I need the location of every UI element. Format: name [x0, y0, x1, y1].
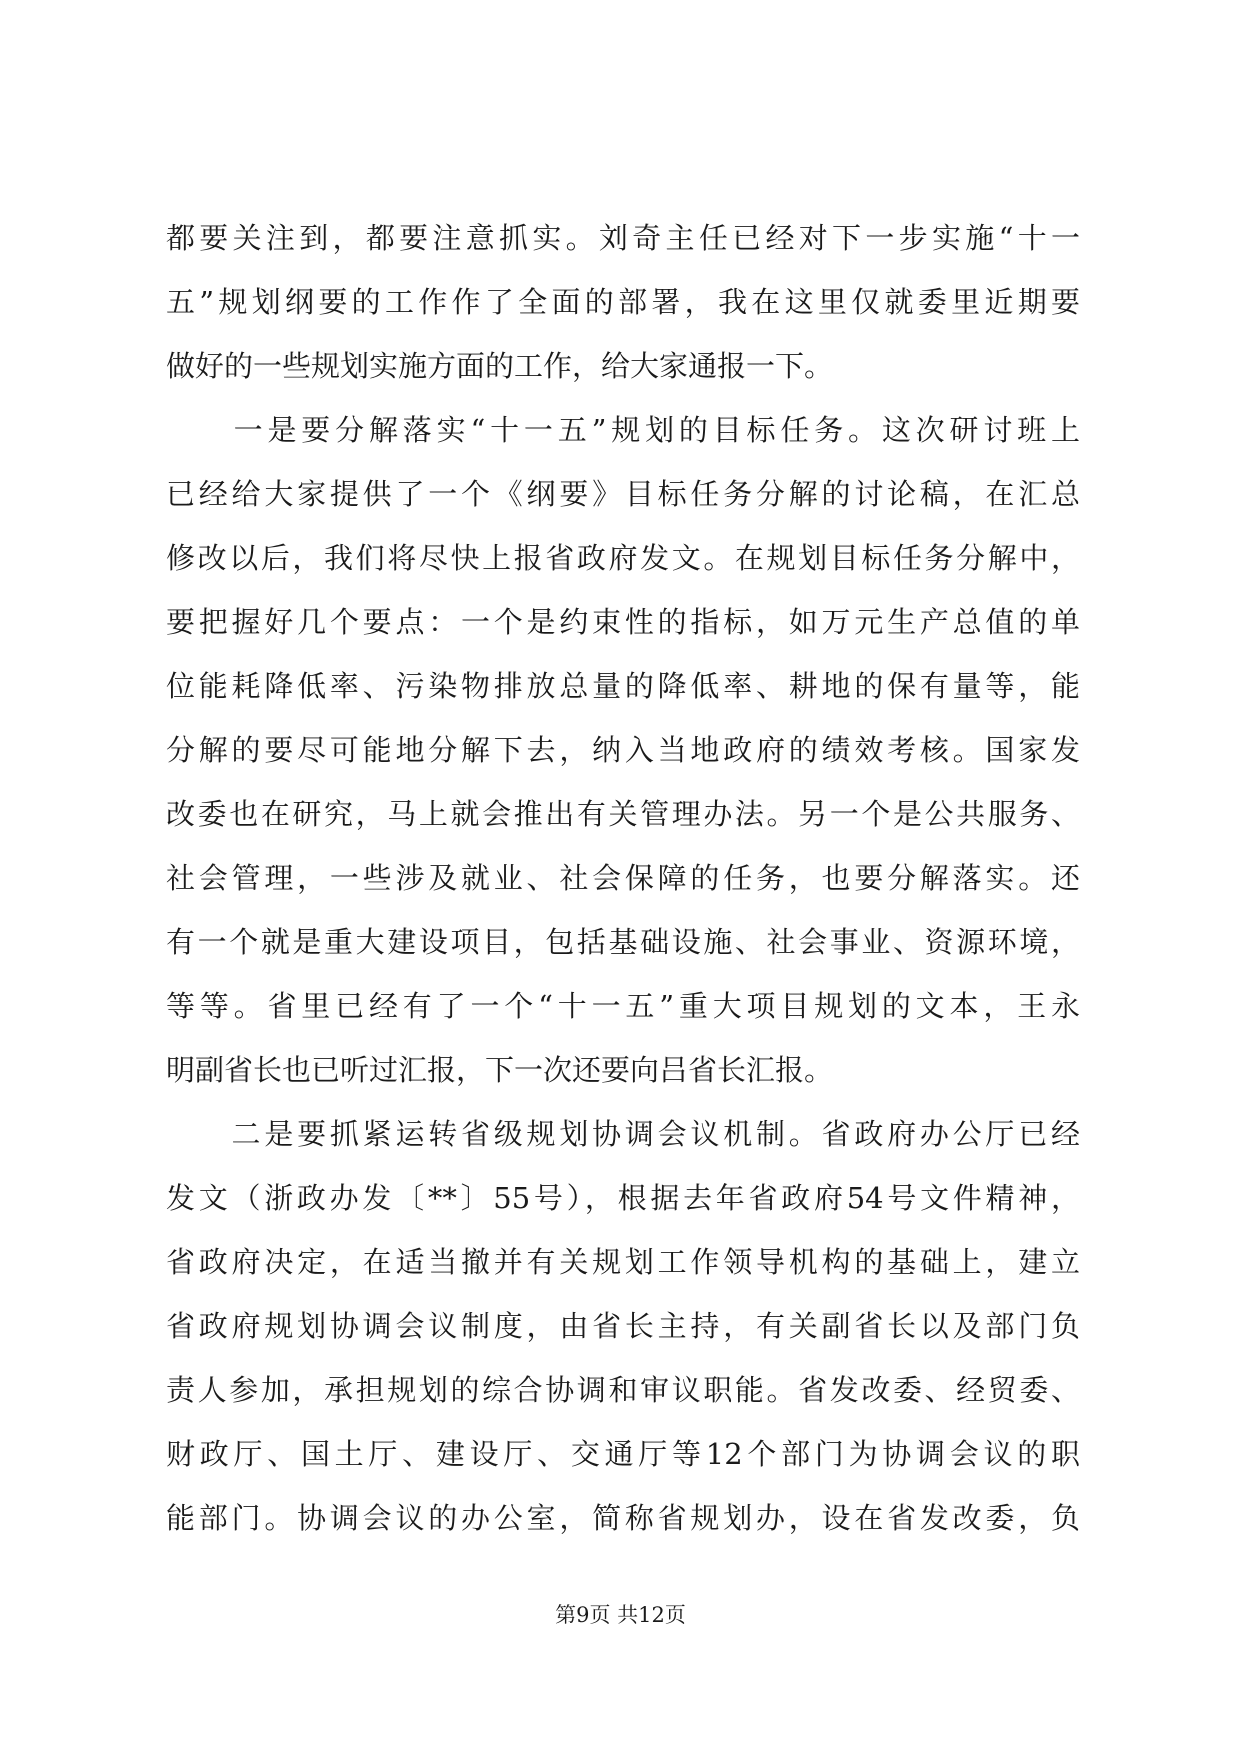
body-text: [166, 206, 1080, 1550]
text-line: 改委也在研究，马上就会推出有关管理办法。另一个是公共服务、: [166, 797, 1080, 831]
text-line: 省政府决定，在适当撤并有关规划工作领导机构的基础上，建立: [166, 1245, 1080, 1279]
text-line: 都要关注到，都要注意抓实。刘奇主任已经对下一步实施“十一: [166, 221, 1080, 255]
text-line: 有一个就是重大建设项目，包括基础设施、社会事业、资源环境，: [166, 925, 1080, 959]
text-line: 省政府规划协调会议制度，由省长主持，有关副省长以及部门负: [166, 1309, 1080, 1343]
text-line: 已经给大家提供了一个《纲要》目标任务分解的讨论稿，在汇总: [166, 477, 1080, 511]
text-line: 社会管理，一些涉及就业、社会保障的任务，也要分解落实。还: [166, 861, 1080, 895]
text-line: 能部门。协调会议的办公室，简称省规划办，设在省发改委，负: [166, 1501, 1080, 1535]
text-line: 二是要抓紧运转省级规划协调会议机制。省政府办公厅已经: [166, 1117, 1080, 1151]
text-line: 分解的要尽可能地分解下去，纳入当地政府的绩效考核。国家发: [166, 733, 1080, 767]
text-line: 五”规划纲要的工作作了全面的部署，我在这里仅就委里近期要: [166, 285, 1080, 319]
page-number: 第9页 共12页: [555, 1603, 686, 1627]
text-line: 一是要分解落实“十一五”规划的目标任务。这次研讨班上: [166, 413, 1080, 447]
text-line: 发文（浙政办发〔**〕55号），根据去年省政府54号文件精神，: [166, 1181, 1080, 1215]
text-line: 财政厅、国土厅、建设厅、交通厅等12个部门为协调会议的职: [166, 1437, 1080, 1471]
text-line: 等等。省里已经有了一个“十一五”重大项目规划的文本，王永: [166, 989, 1080, 1023]
text-line: 责人参加，承担规划的综合协调和审议职能。省发改委、经贸委、: [166, 1373, 1080, 1407]
text-line: 位能耗降低率、污染物排放总量的降低率、耕地的保有量等，能: [166, 669, 1080, 703]
text-line: 明副省长也已听过汇报，下一次还要向吕省长汇报。: [166, 1053, 834, 1087]
text-line: 要把握好几个要点：一个是约束性的指标，如万元生产总值的单: [166, 605, 1080, 639]
text-line: 做好的一些规划实施方面的工作，给大家通报一下。: [166, 349, 834, 383]
text-line: 修改以后，我们将尽快上报省政府发文。在规划目标任务分解中，: [166, 541, 1080, 575]
